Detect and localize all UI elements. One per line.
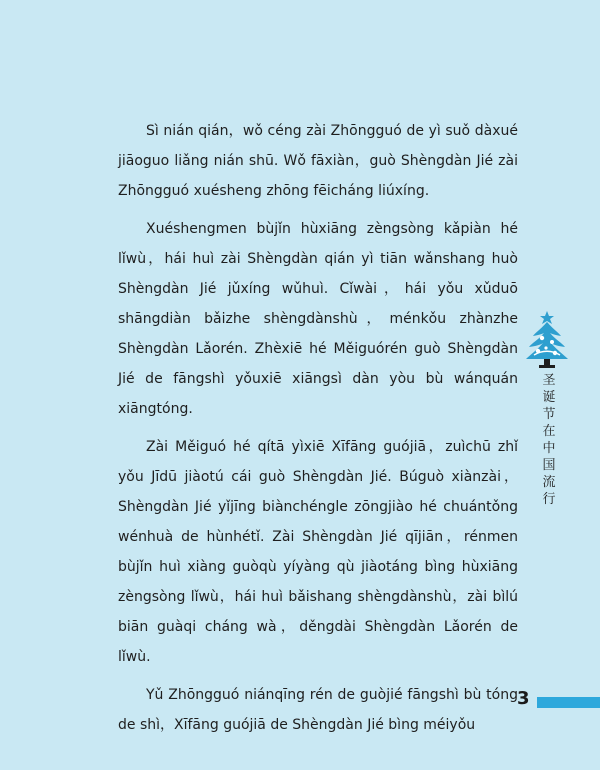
- paragraph-1: Sì nián qián，wǒ céng zài Zhōngguó de yì suǒ dàxué jiāoguo liǎng nián shū. Wǒ fāxiàn，guò Shèngdàn Jié zài Zhōngguó xuésheng zhōng fēicháng liúxíng.: [118, 123, 518, 199]
- christmas-tree-icon: [524, 310, 570, 372]
- paragraph-3: Zài Měiguó hé qítā yìxiē Xīfāng guójiā，zuìchū zhǐ yǒu Jīdū jiàotú cái guò Shèngdàn Jié. Búguò xiànzài，Shèngdàn Jié yǐjīng biànchéngle zōngjiào hé chuántǒng wénhuà de hùnhétǐ. Zài Shèngdàn Jié qījiān，rénmen bùjǐn huì xiàng guòqù yíyàng qù jiàotáng bìng hùxiāng zèngsòng lǐwù，hái huì bǎishang shèngdànshù，zài bìlú biān guàqi cháng wà，děngdài Shèngdàn Lǎorén de lǐwù.: [118, 439, 518, 665]
- paragraph-2: Xuéshengmen bùjǐn hùxiāng zèngsòng kǎpiàn hé lǐwù，hái huì zài Shèngdàn qián yì tiān wǎnshang huò Shèngdàn Jié jǔxíng wǔhuì. Cǐwài，hái yǒu xǔduō shāngdiàn bǎizhe shèngdànshù，ménkǒu zhànzhe Shèngdàn Lǎorén. Zhèxiē hé Měiguórén guò Shèngdàn Jié de fāngshì yǒuxiē xiāngsì dàn yòu bù wánquán xiāngtóng.: [118, 221, 518, 417]
- page-number-bar: [537, 697, 600, 708]
- paragraph-4: Yǔ Zhōngguó niánqīng rén de guòjié fāngshì bù tóng de shì，Xīfāng guójiā de Shèngdàn Jié bìng méiyǒu: [118, 687, 518, 733]
- page-number: 3: [517, 688, 530, 709]
- body-text: [118, 116, 518, 748]
- side-title: 圣诞节在中国流行: [542, 373, 556, 507]
